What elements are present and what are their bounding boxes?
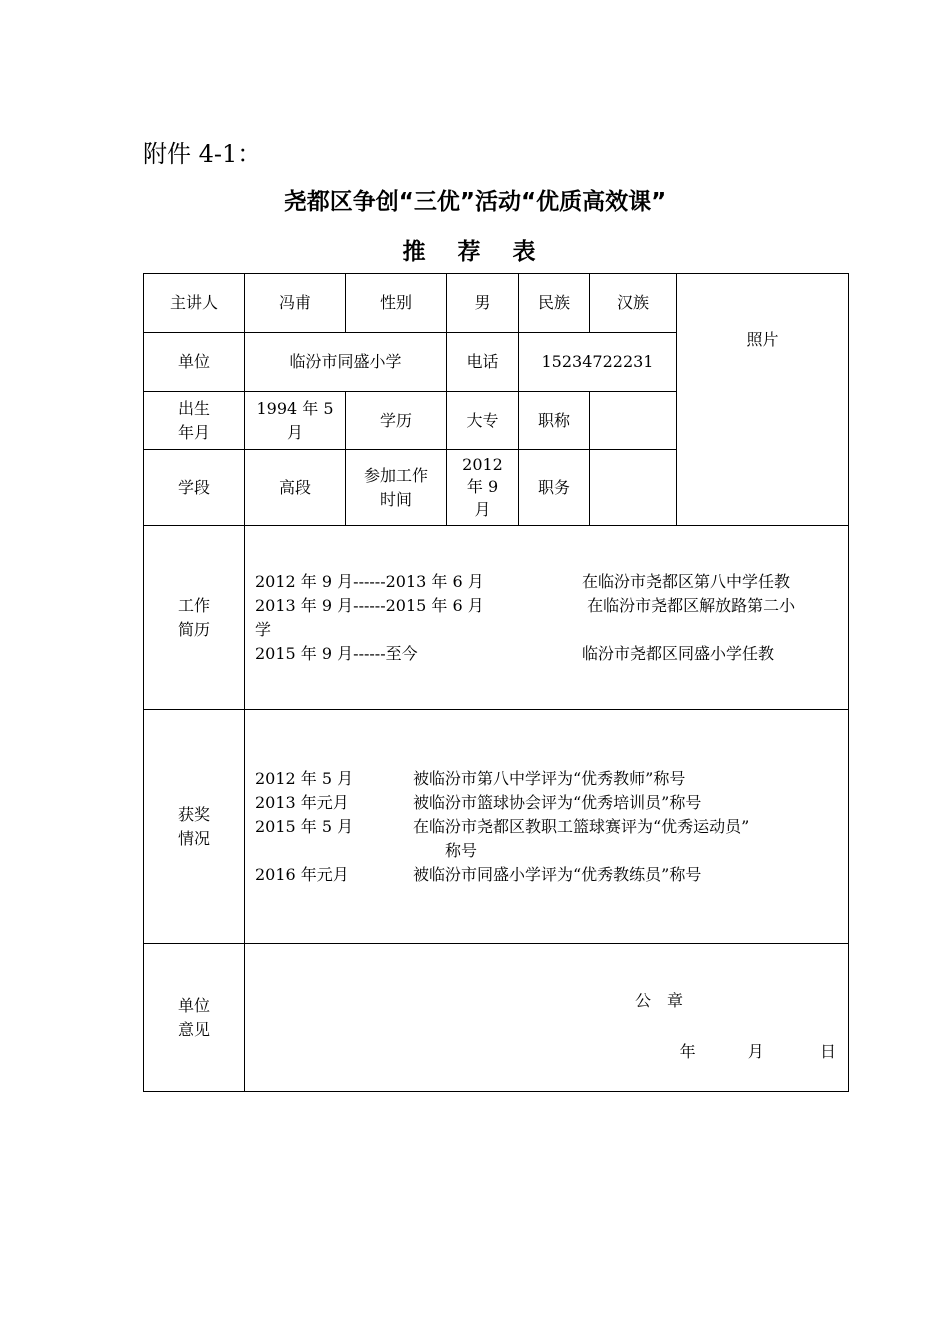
speaker-value: 冯甫 bbox=[245, 274, 346, 333]
unit-value: 临汾市同盛小学 bbox=[245, 333, 447, 392]
resume-entry-date: 2015 年 9 月------至今 bbox=[255, 643, 418, 663]
date-month: 月 bbox=[747, 1042, 764, 1061]
resume-label: 工作 简历 bbox=[144, 526, 245, 710]
opinion-date bbox=[680, 1040, 836, 1064]
form-subtitle: 推 荐 表 bbox=[402, 239, 548, 265]
resume-entry-text: 在临汾市尧都区解放路第二小 bbox=[566, 595, 796, 615]
award-entry-date: 2012 年 5 月 bbox=[255, 768, 354, 788]
stage-value: 高段 bbox=[245, 450, 346, 526]
education-value: 大专 bbox=[447, 392, 519, 450]
award-entry-date: 2015 年 5 月 bbox=[255, 816, 354, 836]
job-title-label: 职称 bbox=[519, 392, 590, 450]
resume-entry-date: 2012 年 9 月------2013 年 6 月 bbox=[255, 571, 484, 591]
award-entry bbox=[255, 791, 838, 815]
phone-value: 15234722231 bbox=[519, 333, 677, 392]
birth-value: 1994 年 5 月 bbox=[245, 392, 346, 450]
awards-content bbox=[245, 710, 849, 944]
award-entry bbox=[255, 863, 838, 887]
award-entry bbox=[255, 767, 838, 791]
date-year: 年 bbox=[679, 1042, 696, 1061]
award-entry-date: 2016 年元月 bbox=[255, 864, 349, 884]
birth-label: 出生 年月 bbox=[144, 392, 245, 450]
education-label: 学历 bbox=[346, 392, 447, 450]
resume-entry-text: 临汾市尧都区同盛小学任教 bbox=[566, 643, 775, 663]
resume-entry bbox=[255, 642, 838, 666]
awards-label: 获奖 情况 bbox=[144, 710, 245, 944]
award-entry-text: 被临汾市第八中学评为“优秀教师”称号 bbox=[413, 768, 686, 788]
photo-cell: 照片 bbox=[677, 274, 849, 526]
resume-entry bbox=[255, 618, 838, 642]
award-entry-text: 称号 bbox=[413, 840, 478, 860]
form-title: 尧都区争创“三优”活动“优质高效课” bbox=[283, 189, 667, 215]
phone-label: 电话 bbox=[447, 333, 519, 392]
job-title-value bbox=[590, 392, 677, 450]
award-entry-date bbox=[255, 839, 413, 863]
work-start-value: 2012 年 9 月 bbox=[447, 450, 519, 526]
opinion-label: 单位 意见 bbox=[144, 944, 245, 1092]
duty-label: 职务 bbox=[519, 450, 590, 526]
resume-entry bbox=[255, 570, 838, 594]
stage-label: 学段 bbox=[144, 450, 245, 526]
gender-value: 男 bbox=[447, 274, 519, 333]
ethnicity-label: 民族 bbox=[519, 274, 590, 333]
award-entry-text: 被临汾市同盛小学评为“优秀教练员”称号 bbox=[413, 864, 702, 884]
award-entry bbox=[255, 815, 838, 839]
resume-content bbox=[245, 526, 849, 710]
ethnicity-value: 汉族 bbox=[590, 274, 677, 333]
resume-entry bbox=[255, 594, 838, 618]
speaker-label: 主讲人 bbox=[144, 274, 245, 333]
official-seal-text: 公 章 bbox=[635, 991, 684, 1010]
award-entry-text: 在临汾市尧都区教职工篮球赛评为“优秀运动员” bbox=[413, 816, 750, 836]
unit-label: 单位 bbox=[144, 333, 245, 392]
resume-entry-text: 学 bbox=[255, 619, 272, 639]
award-entry-text: 被临汾市篮球协会评为“优秀培训员”称号 bbox=[413, 792, 702, 812]
resume-entry-date: 2013 年 9 月------2015 年 6 月 bbox=[255, 595, 484, 615]
attachment-label: 附件 4-1： bbox=[143, 140, 262, 168]
date-day: 日 bbox=[819, 1042, 836, 1061]
work-start-label: 参加工作 时间 bbox=[346, 450, 447, 526]
resume-entry-text: 在临汾市尧都区第八中学任教 bbox=[566, 571, 791, 591]
gender-label: 性别 bbox=[346, 274, 447, 333]
opinion-content bbox=[245, 944, 849, 1092]
recommendation-form bbox=[143, 273, 849, 1092]
duty-value bbox=[590, 450, 677, 526]
award-entry-date: 2013 年元月 bbox=[255, 792, 349, 812]
award-entry bbox=[255, 839, 838, 863]
